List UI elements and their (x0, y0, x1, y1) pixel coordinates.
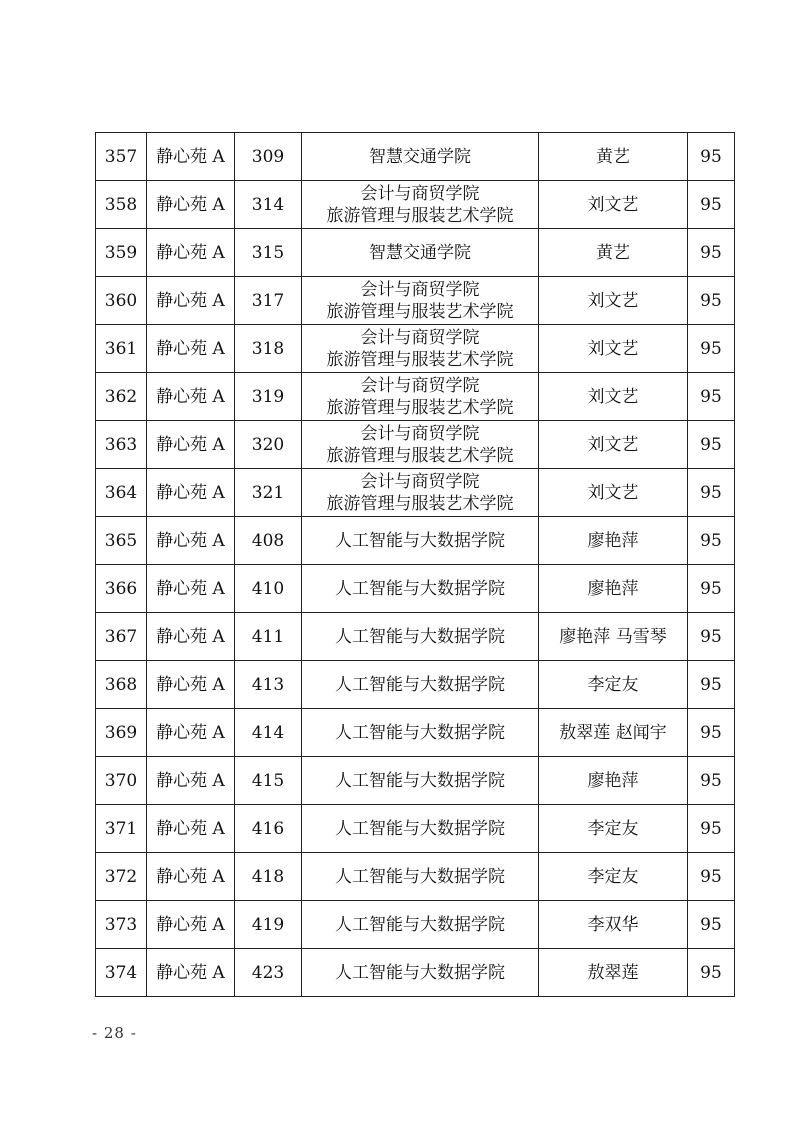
college-name: 人工智能与大数据学院 (335, 722, 505, 743)
score-cell: 95 (688, 229, 735, 277)
teacher-cell: 李双华 (539, 901, 688, 949)
building-cell: 静心苑 A (147, 901, 235, 949)
building-cell: 静心苑 A (147, 613, 235, 661)
college-name: 智慧交通学院 (369, 146, 471, 167)
building-cell: 静心苑 A (147, 181, 235, 229)
teacher-cell: 廖艳萍 (539, 517, 688, 565)
college-name: 会计与商贸学院 (360, 375, 480, 396)
college-cell (302, 853, 539, 901)
building-cell: 静心苑 A (147, 421, 235, 469)
row-number-cell: 369 (96, 709, 147, 757)
row-number-cell: 359 (96, 229, 147, 277)
college-cell (302, 421, 539, 469)
room-number-cell: 415 (235, 757, 302, 805)
row-number-cell: 368 (96, 661, 147, 709)
table-row (96, 949, 735, 997)
row-number-cell: 360 (96, 277, 147, 325)
table-row (96, 469, 735, 517)
college-name: 旅游管理与服装艺术学院 (326, 301, 514, 322)
teacher-cell: 黄艺 (539, 229, 688, 277)
college-cell (302, 181, 539, 229)
table-row (96, 325, 735, 373)
score-cell: 95 (688, 469, 735, 517)
college-cell (302, 517, 539, 565)
teacher-cell: 李定友 (539, 805, 688, 853)
room-number-cell: 416 (235, 805, 302, 853)
building-cell: 静心苑 A (147, 805, 235, 853)
teacher-cell: 廖艳萍 (539, 565, 688, 613)
college-cell (302, 613, 539, 661)
college-cell (302, 325, 539, 373)
table-row (96, 613, 735, 661)
room-number-cell: 423 (235, 949, 302, 997)
room-number-cell: 321 (235, 469, 302, 517)
college-name: 智慧交通学院 (369, 242, 471, 263)
college-name: 旅游管理与服装艺术学院 (326, 205, 514, 226)
building-cell: 静心苑 A (147, 661, 235, 709)
table-row (96, 565, 735, 613)
college-cell (302, 901, 539, 949)
teacher-cell: 刘文艺 (539, 469, 688, 517)
score-cell: 95 (688, 277, 735, 325)
college-name: 人工智能与大数据学院 (335, 578, 505, 599)
teacher-cell: 廖艳萍 (539, 757, 688, 805)
college-name: 人工智能与大数据学院 (335, 914, 505, 935)
college-name: 人工智能与大数据学院 (335, 770, 505, 791)
score-cell: 95 (688, 949, 735, 997)
row-number-cell: 358 (96, 181, 147, 229)
score-cell: 95 (688, 517, 735, 565)
table-row (96, 277, 735, 325)
building-cell: 静心苑 A (147, 949, 235, 997)
building-cell: 静心苑 A (147, 565, 235, 613)
score-cell: 95 (688, 565, 735, 613)
score-cell: 95 (688, 901, 735, 949)
building-cell: 静心苑 A (147, 853, 235, 901)
table-row (96, 421, 735, 469)
building-cell: 静心苑 A (147, 469, 235, 517)
room-number-cell: 413 (235, 661, 302, 709)
college-name: 人工智能与大数据学院 (335, 962, 505, 983)
row-number-cell: 367 (96, 613, 147, 661)
room-number-cell: 317 (235, 277, 302, 325)
college-name: 会计与商贸学院 (360, 423, 480, 444)
table-row (96, 853, 735, 901)
teacher-cell: 敖翠莲 赵闻宇 (539, 709, 688, 757)
teacher-cell: 刘文艺 (539, 277, 688, 325)
college-name: 旅游管理与服装艺术学院 (326, 445, 514, 466)
room-number-cell: 414 (235, 709, 302, 757)
score-cell: 95 (688, 805, 735, 853)
college-name: 旅游管理与服装艺术学院 (326, 397, 514, 418)
row-number-cell: 364 (96, 469, 147, 517)
table-row (96, 709, 735, 757)
college-cell (302, 277, 539, 325)
building-cell: 静心苑 A (147, 757, 235, 805)
teacher-cell: 刘文艺 (539, 373, 688, 421)
room-number-cell: 411 (235, 613, 302, 661)
college-name: 旅游管理与服装艺术学院 (326, 493, 514, 514)
row-number-cell: 365 (96, 517, 147, 565)
table-row (96, 181, 735, 229)
score-cell: 95 (688, 853, 735, 901)
teacher-cell: 敖翠莲 (539, 949, 688, 997)
room-number-cell: 315 (235, 229, 302, 277)
table-row (96, 805, 735, 853)
row-number-cell: 371 (96, 805, 147, 853)
row-number-cell: 363 (96, 421, 147, 469)
score-cell: 95 (688, 661, 735, 709)
row-number-cell: 374 (96, 949, 147, 997)
table-row (96, 517, 735, 565)
row-number-cell: 373 (96, 901, 147, 949)
teacher-cell: 李定友 (539, 853, 688, 901)
college-name: 会计与商贸学院 (360, 471, 480, 492)
college-cell (302, 469, 539, 517)
room-number-cell: 419 (235, 901, 302, 949)
table-row (96, 373, 735, 421)
score-cell: 95 (688, 613, 735, 661)
room-number-cell: 320 (235, 421, 302, 469)
score-cell: 95 (688, 421, 735, 469)
table-row (96, 133, 735, 181)
dormitory-score-table (95, 132, 735, 997)
building-cell: 静心苑 A (147, 133, 235, 181)
room-number-cell: 314 (235, 181, 302, 229)
room-number-cell: 410 (235, 565, 302, 613)
table-row (96, 229, 735, 277)
college-name: 旅游管理与服装艺术学院 (326, 349, 514, 370)
college-cell (302, 805, 539, 853)
table-body (96, 133, 735, 997)
building-cell: 静心苑 A (147, 517, 235, 565)
college-name: 人工智能与大数据学院 (335, 626, 505, 647)
score-cell: 95 (688, 325, 735, 373)
score-cell: 95 (688, 373, 735, 421)
room-number-cell: 309 (235, 133, 302, 181)
row-number-cell: 357 (96, 133, 147, 181)
row-number-cell: 361 (96, 325, 147, 373)
table-row (96, 901, 735, 949)
row-number-cell: 372 (96, 853, 147, 901)
college-cell (302, 565, 539, 613)
table-row (96, 757, 735, 805)
building-cell: 静心苑 A (147, 325, 235, 373)
college-cell (302, 949, 539, 997)
college-cell (302, 229, 539, 277)
college-name: 会计与商贸学院 (360, 183, 480, 204)
score-cell: 95 (688, 757, 735, 805)
college-cell (302, 709, 539, 757)
college-name: 会计与商贸学院 (360, 327, 480, 348)
score-cell: 95 (688, 181, 735, 229)
college-name: 人工智能与大数据学院 (335, 674, 505, 695)
row-number-cell: 362 (96, 373, 147, 421)
teacher-cell: 刘文艺 (539, 181, 688, 229)
table-row (96, 661, 735, 709)
teacher-cell: 刘文艺 (539, 421, 688, 469)
row-number-cell: 366 (96, 565, 147, 613)
building-cell: 静心苑 A (147, 277, 235, 325)
room-number-cell: 418 (235, 853, 302, 901)
college-cell (302, 757, 539, 805)
teacher-cell: 黄艺 (539, 133, 688, 181)
teacher-cell: 刘文艺 (539, 325, 688, 373)
college-cell (302, 373, 539, 421)
room-number-cell: 318 (235, 325, 302, 373)
teacher-cell: 廖艳萍 马雪琴 (539, 613, 688, 661)
college-name: 人工智能与大数据学院 (335, 818, 505, 839)
room-number-cell: 408 (235, 517, 302, 565)
college-name: 人工智能与大数据学院 (335, 866, 505, 887)
building-cell: 静心苑 A (147, 709, 235, 757)
room-number-cell: 319 (235, 373, 302, 421)
college-cell (302, 661, 539, 709)
teacher-cell: 李定友 (539, 661, 688, 709)
row-number-cell: 370 (96, 757, 147, 805)
college-cell (302, 133, 539, 181)
page-number: - 28 - (92, 1024, 137, 1042)
college-name: 会计与商贸学院 (360, 279, 480, 300)
score-cell: 95 (688, 133, 735, 181)
building-cell: 静心苑 A (147, 229, 235, 277)
college-name: 人工智能与大数据学院 (335, 530, 505, 551)
score-cell: 95 (688, 709, 735, 757)
building-cell: 静心苑 A (147, 373, 235, 421)
